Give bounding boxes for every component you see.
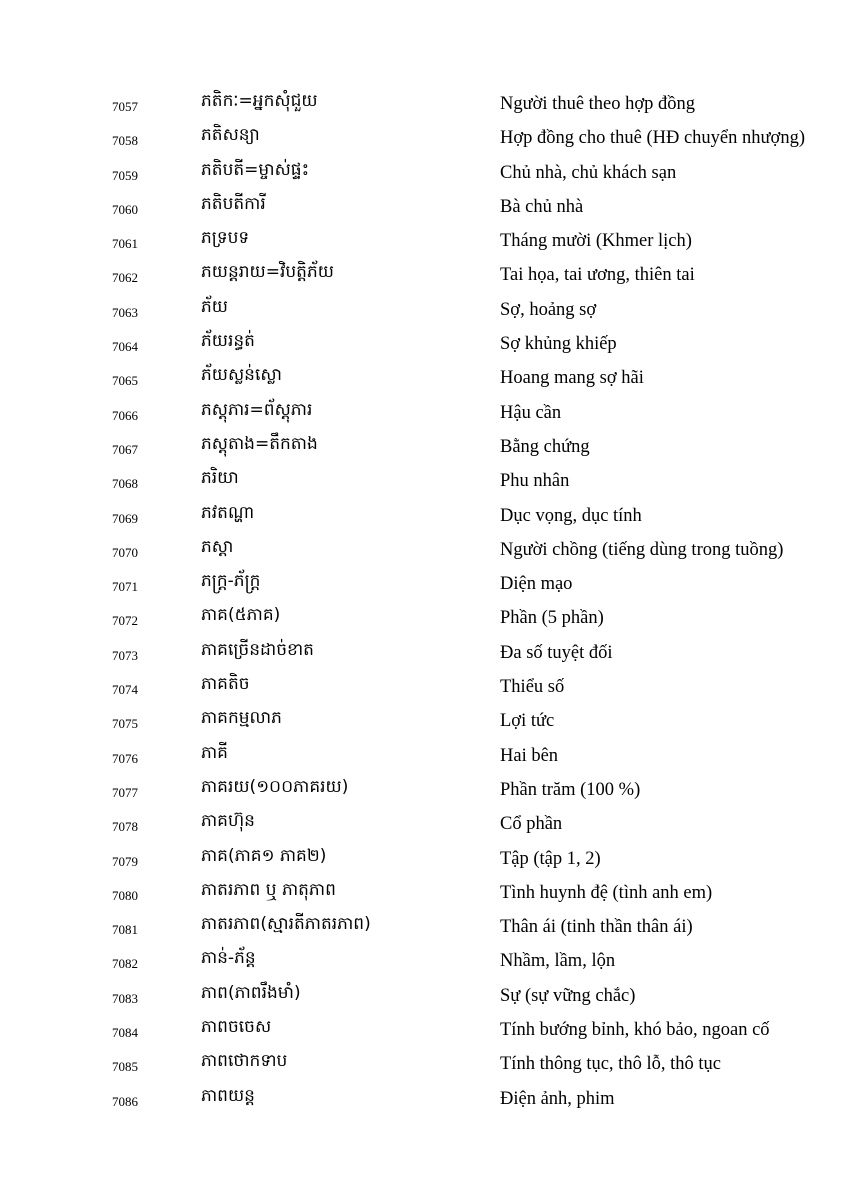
entry-vietnamese-meaning: Chủ nhà, chủ khách sạn [500, 162, 677, 183]
dictionary-entry-row [0, 979, 848, 1013]
entry-vietnamese-meaning: Điện ảnh, phim [500, 1088, 615, 1109]
entry-vietnamese-meaning: Bằng chứng [500, 436, 590, 457]
entry-khmer-term: ភ័យរន្ធត់ [201, 331, 255, 352]
entry-number: 7058 [112, 133, 138, 149]
entry-vietnamese-meaning: Cổ phần [500, 814, 563, 835]
dictionary-entry-row [0, 842, 848, 876]
entry-number: 7061 [112, 236, 138, 252]
entry-number: 7068 [112, 476, 138, 492]
dictionary-entry-row [0, 807, 848, 841]
entry-vietnamese-meaning: Đa số tuyệt đối [500, 642, 613, 663]
entry-number: 7072 [112, 613, 138, 629]
entry-vietnamese-meaning: Người chồng (tiếng dùng trong tuồng) [500, 539, 784, 560]
entry-vietnamese-meaning: Người thuê theo hợp đồng [500, 94, 696, 114]
dictionary-entry-row [0, 190, 848, 224]
dictionary-entry-row [0, 121, 848, 155]
dictionary-entry-row [0, 327, 848, 361]
entry-number: 7065 [112, 373, 138, 389]
entry-number: 7086 [112, 1093, 138, 1109]
dictionary-entry-row [0, 567, 848, 601]
entry-khmer-term: ភវតណ្ហា [201, 502, 255, 523]
dictionary-entry-row [0, 258, 848, 292]
entry-khmer-term: ភាគី [201, 742, 228, 763]
entry-khmer-term: ភាគ(ភាគ១ ភាគ២) [201, 845, 327, 866]
entry-khmer-term: ភស្តុភារ=ព័ស្តុភារ [201, 399, 313, 420]
dictionary-entry-row [0, 361, 848, 395]
entry-number: 7077 [112, 784, 138, 800]
entry-number: 7081 [112, 922, 138, 938]
entry-vietnamese-meaning: Sợ khủng khiếp [500, 334, 617, 355]
dictionary-entry-row [0, 1082, 848, 1116]
entry-vietnamese-meaning: Tình huynh đệ (tình anh em) [500, 882, 713, 903]
entry-khmer-term: ភាពថោកទាប [201, 1051, 288, 1072]
dictionary-entry-row [0, 944, 848, 978]
entry-khmer-term: ភាពចចេស [201, 1017, 272, 1038]
dictionary-entry-row [0, 1047, 848, 1081]
entry-vietnamese-meaning: Tháng mười (Khmer lịch) [500, 231, 692, 252]
entry-number: 7070 [112, 544, 138, 560]
entry-vietnamese-meaning: Hậu cần [500, 402, 562, 423]
entry-khmer-term: ភតិកៈ=អ្នកសុំជួយ [201, 91, 318, 111]
dictionary-entry-row [0, 670, 848, 704]
dictionary-entry-row [0, 224, 848, 258]
entry-number: 7063 [112, 304, 138, 320]
entry-vietnamese-meaning: Dục vọng, dục tính [500, 505, 642, 526]
entry-khmer-term: ភក្ត្រ-ភ័ក្ត្រ [201, 571, 261, 592]
entry-number: 7083 [112, 990, 138, 1006]
dictionary-entry-row [0, 773, 848, 807]
entry-khmer-term: ភាន់-ភ័ន្ត [201, 948, 256, 969]
entry-khmer-term: ភាព(ភាពរឹងមាំ) [201, 982, 301, 1003]
dictionary-entry-row [0, 396, 848, 430]
entry-khmer-term: ភាគកម្មលាភ [201, 708, 282, 729]
dictionary-entry-row [0, 430, 848, 464]
entry-vietnamese-meaning: Phần (5 phần) [500, 608, 604, 629]
entry-vietnamese-meaning: Phu nhân [500, 471, 570, 492]
entry-vietnamese-meaning: Tập (tập 1, 2) [500, 848, 601, 869]
entry-vietnamese-meaning: Phần trăm (100 %) [500, 779, 641, 800]
entry-khmer-term: ភាតរភាព ឬ ភាតុភាព [201, 879, 336, 900]
entry-khmer-term: ភាគ(៥ភាគ) [201, 605, 281, 626]
entry-number: 7066 [112, 407, 138, 423]
entry-khmer-term: ភាគច្រើនដាច់ខាត [201, 639, 314, 660]
entry-number: 7071 [112, 579, 138, 595]
entry-number: 7067 [112, 441, 138, 457]
dictionary-entry-row [0, 601, 848, 635]
dictionary-entry-row [0, 704, 848, 738]
dictionary-entry-list [0, 87, 848, 1116]
entry-khmer-term: ភតិបតីការី [201, 193, 266, 214]
entry-vietnamese-meaning: Hoang mang sợ hãi [500, 368, 644, 389]
dictionary-entry-row [0, 910, 848, 944]
dictionary-entry-row [0, 87, 848, 121]
entry-number: 7080 [112, 887, 138, 903]
entry-khmer-term: ភរិយា [201, 468, 239, 489]
entry-vietnamese-meaning: Sự (sự vững chắc) [500, 985, 636, 1006]
entry-vietnamese-meaning: Sợ, hoảng sợ [500, 299, 597, 320]
dictionary-entry-row [0, 499, 848, 533]
entry-number: 7059 [112, 167, 138, 183]
dictionary-entry-row [0, 293, 848, 327]
dictionary-entry-row [0, 876, 848, 910]
entry-number: 7069 [112, 510, 138, 526]
entry-vietnamese-meaning: Tai họa, tai ương, thiên tai [500, 265, 695, 286]
entry-number: 7074 [112, 682, 138, 698]
entry-vietnamese-meaning: Diện mạo [500, 574, 573, 595]
entry-number: 7079 [112, 853, 138, 869]
entry-vietnamese-meaning: Thân ái (tinh thần thân ái) [500, 917, 693, 938]
dictionary-entry-row [0, 636, 848, 670]
entry-khmer-term: ភាគហ៊ុន [201, 811, 255, 832]
entry-number: 7062 [112, 270, 138, 286]
entry-number: 7075 [112, 716, 138, 732]
entry-vietnamese-meaning: Tính thông tục, thô lỗ, thô tục [500, 1054, 721, 1075]
entry-khmer-term: ភ័យស្លន់ស្លោ [201, 365, 282, 386]
dictionary-entry-row [0, 739, 848, 773]
entry-number: 7076 [112, 750, 138, 766]
entry-number: 7060 [112, 201, 138, 217]
entry-vietnamese-meaning: Thiểu số [500, 677, 565, 698]
dictionary-entry-row [0, 156, 848, 190]
entry-khmer-term: ភស្តា [201, 536, 234, 557]
entry-khmer-term: ភយន្តរាយ=វិបត្តិភ័យ [201, 262, 334, 283]
entry-vietnamese-meaning: Nhầm, lầm, lộn [500, 951, 616, 972]
entry-number: 7073 [112, 647, 138, 663]
entry-vietnamese-meaning: Bà chủ nhà [500, 196, 584, 217]
entry-number: 7084 [112, 1025, 138, 1041]
entry-vietnamese-meaning: Tính bướng bỉnh, khó bảo, ngoan cố [500, 1020, 770, 1041]
dictionary-entry-row [0, 1013, 848, 1047]
entry-khmer-term: ភស្តុតាង=តឹកតាង [201, 433, 318, 454]
entry-vietnamese-meaning: Lợi tức [500, 711, 555, 732]
entry-number: 7078 [112, 819, 138, 835]
entry-number: 7085 [112, 1059, 138, 1075]
entry-khmer-term: ភាពយន្ត [201, 1085, 255, 1106]
dictionary-entry-row [0, 464, 848, 498]
entry-khmer-term: ភាគរយ(១០០ភាគរយ) [201, 776, 349, 797]
entry-number: 7057 [112, 99, 138, 114]
entry-khmer-term: ភ័យ [201, 296, 228, 317]
entry-khmer-term: ភាគតិច [201, 674, 250, 695]
entry-vietnamese-meaning: Hai bên [500, 745, 559, 766]
entry-khmer-term: ភតិបតី=ម្ចាស់ផ្ទះ [201, 159, 310, 180]
entry-number: 7082 [112, 956, 138, 972]
entry-khmer-term: ភទ្របទ [201, 228, 250, 249]
entry-vietnamese-meaning: Hợp đồng cho thuê (HĐ chuyển nhượng) [500, 128, 805, 149]
entry-khmer-term: ភតិសន្យា [201, 125, 260, 146]
entry-khmer-term: ភាតរភាព(ស្មារតីភាតរភាព) [201, 914, 371, 935]
entry-number: 7064 [112, 339, 138, 355]
dictionary-entry-row [0, 533, 848, 567]
